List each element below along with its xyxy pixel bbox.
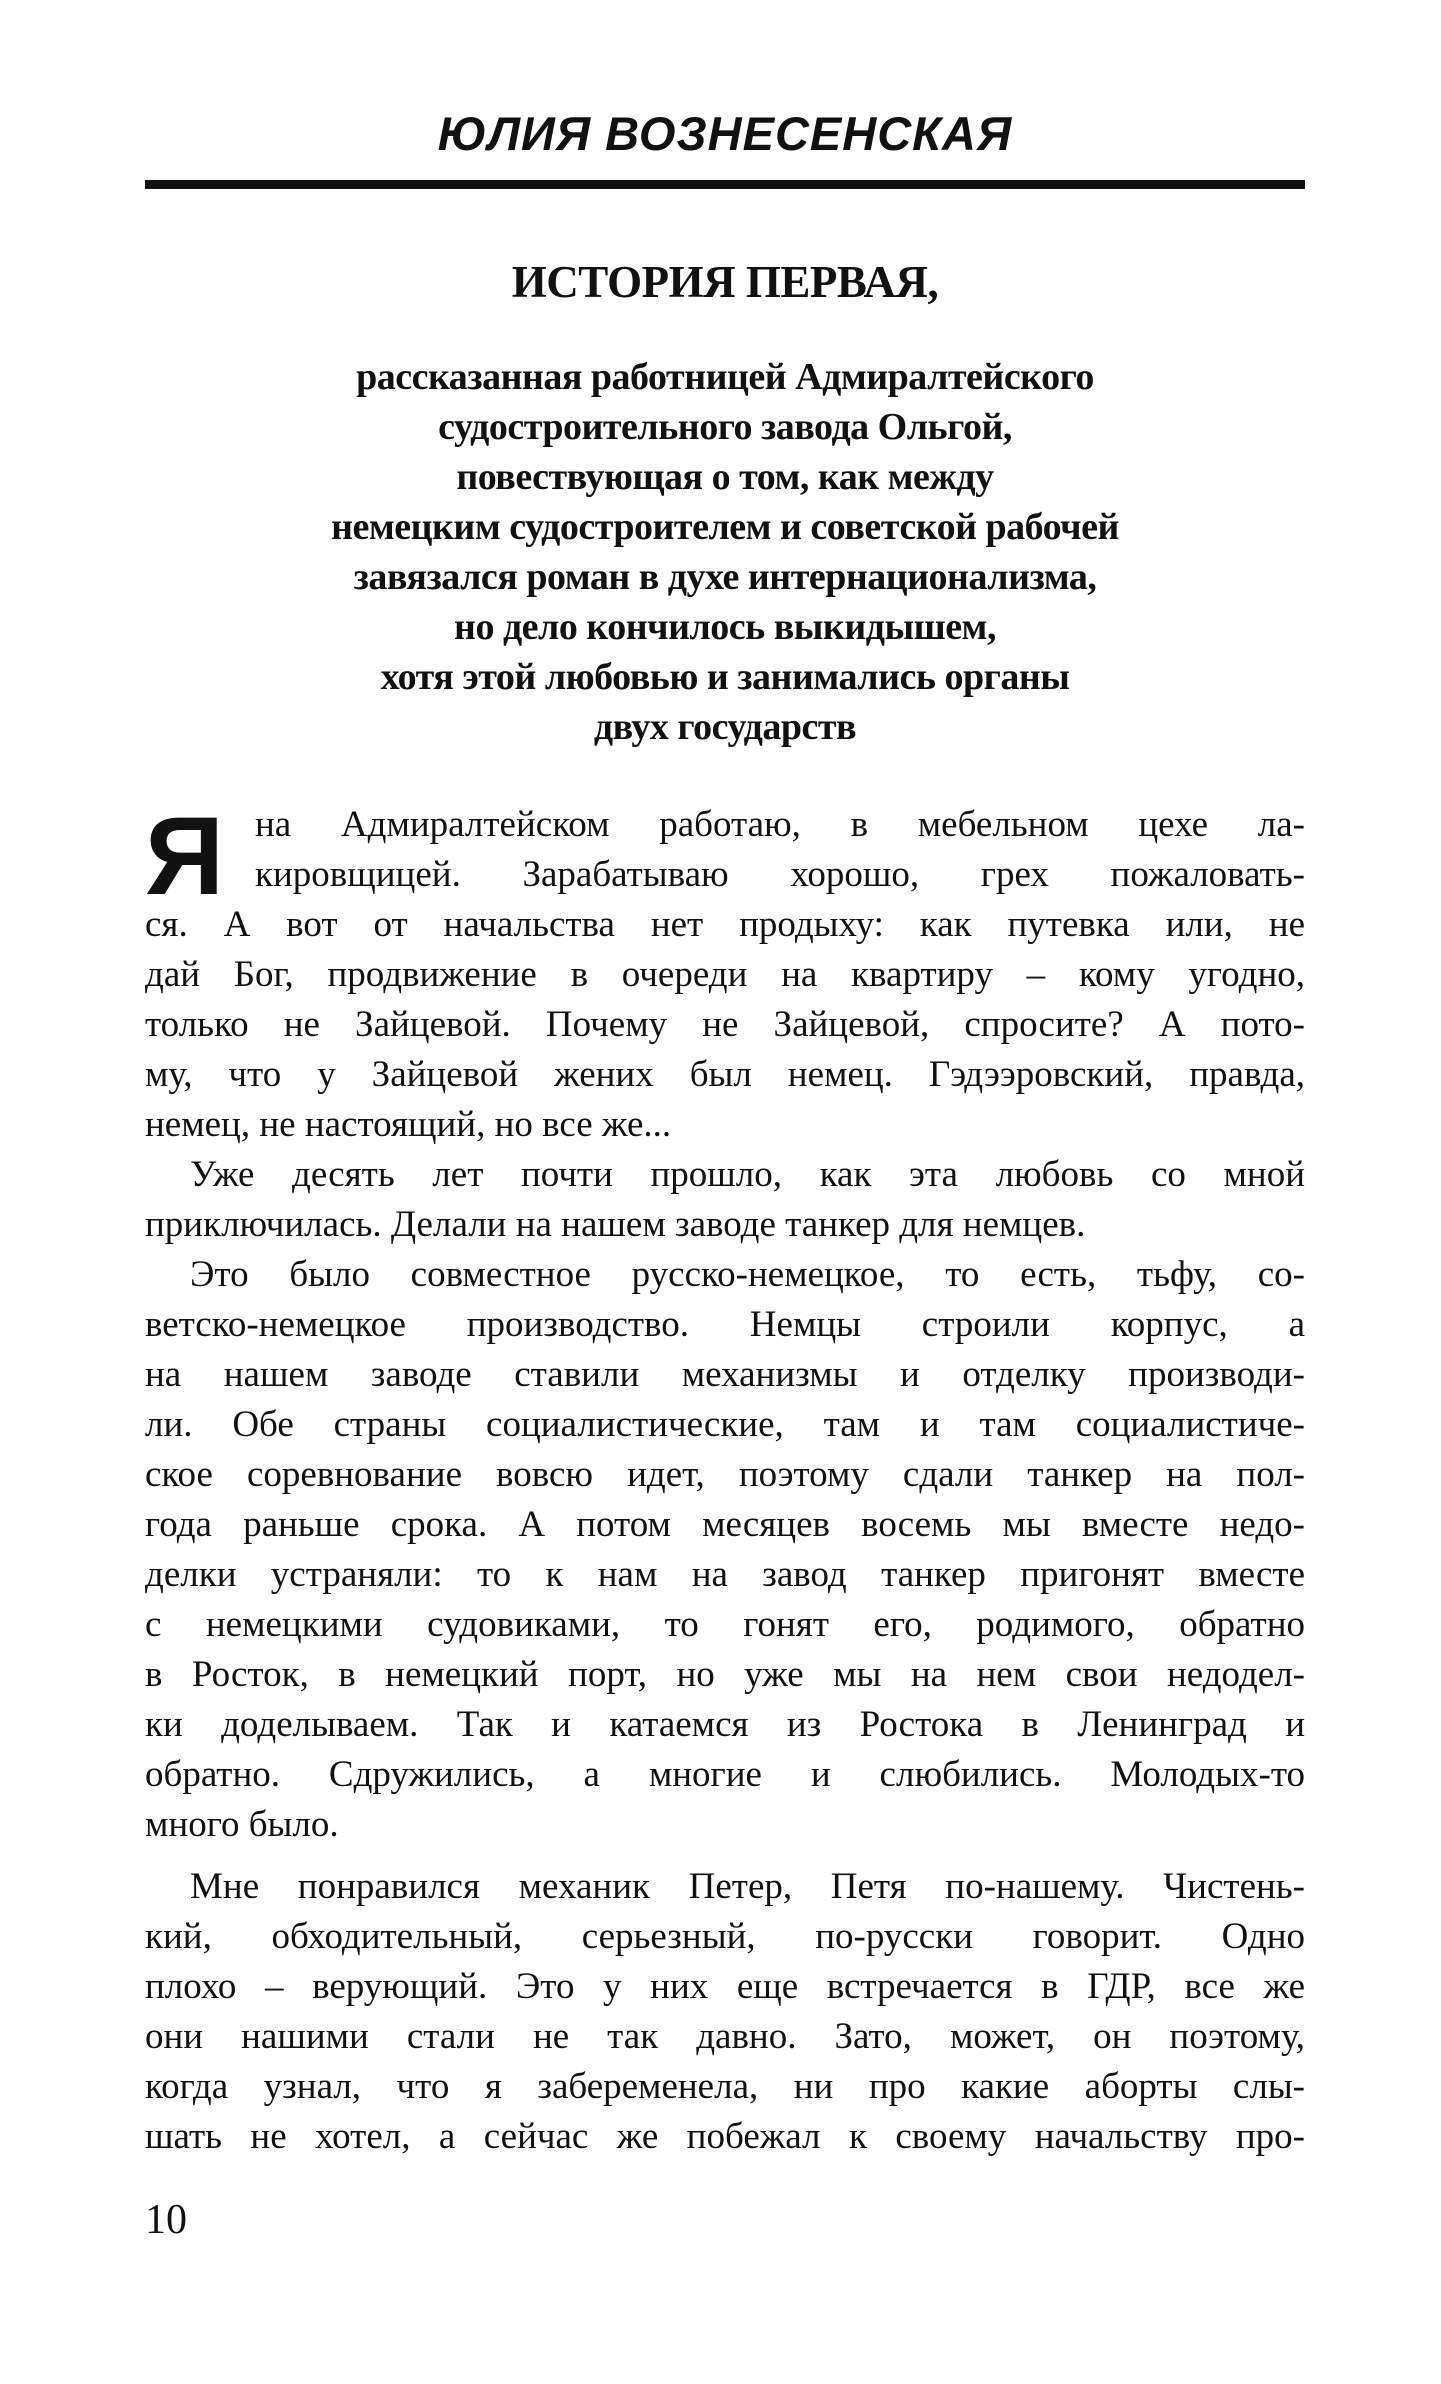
text-line: ветско-немецкое производство. Немцы строили корпус, а xyxy=(145,1304,1305,1345)
text-line: с немецкими судовиками, то гонят его, родимого, обратно xyxy=(145,1604,1305,1645)
text-line: приключилась. Делали на нашем заводе танкер для немцев. xyxy=(145,1204,1086,1245)
subtitle-line: рассказанная работницей Адмиралтейского xyxy=(356,356,1094,398)
subtitle-line: судостроительного завода Ольгой, xyxy=(438,406,1012,448)
text-line: только не Зайцевой. Почему не Зайцевой, спросите? А пото- xyxy=(145,1004,1305,1045)
text-line: когда узнал, что я забеременела, ни про какие аборты слы- xyxy=(145,2066,1305,2107)
text-line: на Адмиралтейском работаю, в мебельном цехе ла- xyxy=(255,804,1305,845)
text-line: делки устраняли: то к нам на завод танкер пригонят вместе xyxy=(145,1554,1305,1595)
subtitle-line: завязался роман в духе интернационализма, xyxy=(353,556,1097,598)
text-line: му, что у Зайцевой жених был немец. Гэдээровский, правда, xyxy=(145,1054,1305,1095)
subtitle-line: повествующая о том, как между xyxy=(456,456,994,498)
text-line: много было. xyxy=(145,1804,339,1845)
drop-cap: Я xyxy=(145,795,225,918)
text-line: Это было совместное русско-немецкое, то есть, тьфу, со- xyxy=(190,1254,1305,1295)
subtitle-line: хотя этой любовью и занимались органы xyxy=(380,656,1070,698)
paragraph-3 xyxy=(145,1250,1305,1850)
running-head: ЮЛИЯ ВОЗНЕСЕНСКАЯ xyxy=(437,107,1013,160)
text-line: на нашем заводе ставили механизмы и отделку производи- xyxy=(145,1354,1305,1395)
paragraph-4 xyxy=(145,1862,1305,2162)
text-line: плохо – верующий. Это у них еще встречается в ГДР, все же xyxy=(145,1966,1305,2007)
text-line: ки доделываем. Так и катаемся из Ростока в Ленинград и xyxy=(145,1704,1305,1745)
chapter-subtitle xyxy=(145,352,1305,752)
text-line: года раньше срока. А потом месяцев восемь мы вместе недо- xyxy=(145,1504,1305,1545)
page-number: 10 xyxy=(145,2197,187,2243)
subtitle-line: немецким судостроителем и советской рабочей xyxy=(331,506,1119,548)
text-line: обратно. Сдружились, а многие и слюбились. Молодых-то xyxy=(145,1754,1305,1795)
text-line: ское соревнование вовсю идет, поэтому сдали танкер на пол- xyxy=(145,1454,1305,1495)
text-line: ся. А вот от начальства нет продыху: как путевка или, не xyxy=(145,904,1305,945)
text-line: ли. Обе страны социалистические, там и там социалистиче- xyxy=(145,1404,1305,1445)
subtitle-line: двух государств xyxy=(593,706,857,748)
text-line: кировщицей. Зарабатываю хорошо, грех пожаловать- xyxy=(255,854,1305,895)
header-rule xyxy=(145,180,1305,189)
body-text xyxy=(145,795,1305,2162)
text-line: кий, обходительный, серьезный, по-русски говорит. Одно xyxy=(145,1916,1305,1957)
text-line: в Росток, в немецкий порт, но уже мы на нем свои недодел- xyxy=(145,1654,1305,1695)
chapter-title: ИСТОРИЯ ПЕРВАЯ, xyxy=(511,257,939,307)
subtitle-line: но дело кончилось выкидышем, xyxy=(454,606,996,648)
text-line: Уже десять лет почти прошло, как эта любовь со мной xyxy=(190,1154,1305,1195)
paragraph-2 xyxy=(145,1150,1305,1250)
text-line: шать не хотел, а сейчас же побежал к своему начальству про- xyxy=(145,2116,1305,2157)
paragraph-1 xyxy=(145,795,1305,1150)
text-line: они нашими стали не так давно. Зато, может, он поэтому, xyxy=(145,2016,1305,2057)
text-line: Мне понравился механик Петер, Петя по-нашему. Чистень- xyxy=(190,1866,1305,1907)
text-line: немец, не настоящий, но все же... xyxy=(145,1104,672,1145)
text-line: дай Бог, продвижение в очереди на квартиру – кому угодно, xyxy=(145,954,1305,995)
